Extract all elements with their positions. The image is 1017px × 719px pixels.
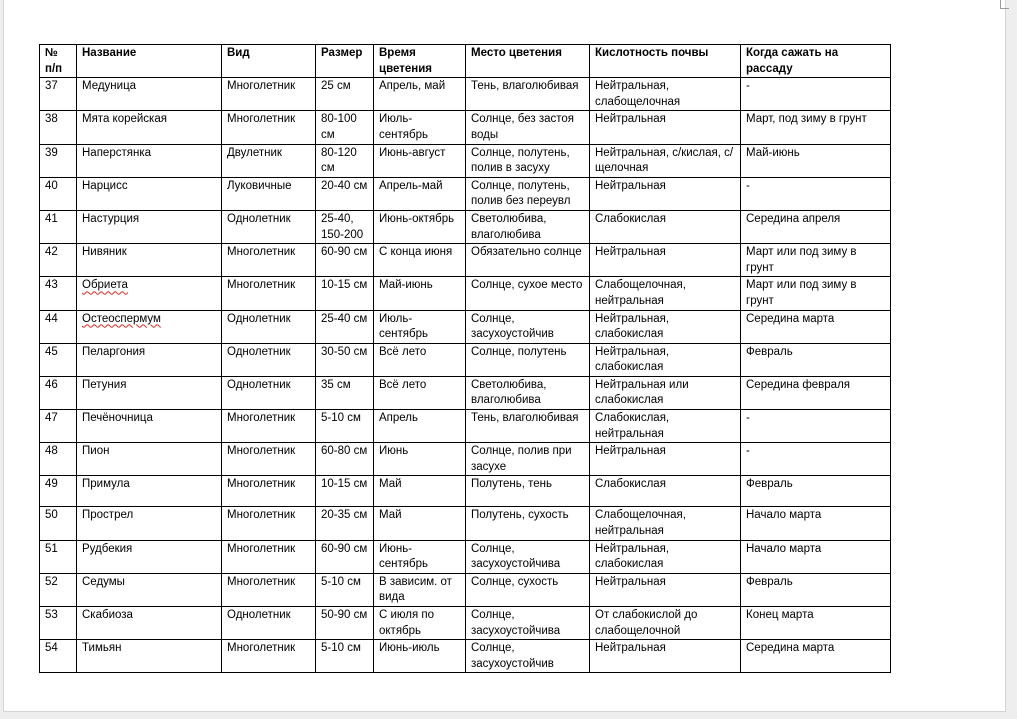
cell-type: Однолетник (222, 376, 316, 409)
cell-size: 20-40 см (316, 177, 374, 210)
table-row (40, 244, 891, 277)
header-size: Размер (316, 45, 374, 78)
table-row (40, 111, 891, 144)
cell-type: Многолетник (222, 78, 316, 111)
cell-sowing-time: - (741, 177, 891, 210)
header-number: № п/п (40, 45, 77, 78)
cell-name (77, 277, 222, 310)
cell-name: Тимьян (77, 640, 222, 673)
cell-bloom-time: Июнь-август (374, 144, 466, 177)
cell-size: 5-10 см (316, 640, 374, 673)
cell-sowing-time: Февраль (741, 343, 891, 376)
cell-size: 50-90 см (316, 607, 374, 640)
cell-number: 45 (40, 343, 77, 376)
cell-type: Многолетник (222, 573, 316, 606)
cell-name (77, 310, 222, 343)
cell-number: 40 (40, 177, 77, 210)
cell-bloom-time: Июнь-июль (374, 640, 466, 673)
cell-bloom-place: Солнце, засухоустойчива (466, 607, 590, 640)
cell-bloom-time: Май-июнь (374, 277, 466, 310)
cell-soil-acidity: Нейтральная (590, 177, 741, 210)
cell-soil-acidity: Нейтральная, слабокислая (590, 343, 741, 376)
table-row (40, 210, 891, 243)
cell-bloom-time: Май (374, 507, 466, 540)
cell-bloom-place: Полутень, сухость (466, 507, 590, 540)
cell-soil-acidity: Нейтральная (590, 640, 741, 673)
cell-bloom-place: Светолюбива, влаголюбива (466, 376, 590, 409)
header-type: Вид (222, 45, 316, 78)
cell-soil-acidity: Нейтральная, с/кислая, с/щелочная (590, 144, 741, 177)
cell-bloom-time: Июнь-сентябрь (374, 540, 466, 573)
cell-size: 60-90 см (316, 244, 374, 277)
cell-number: 51 (40, 540, 77, 573)
cell-bloom-place: Тень, влаголюбивая (466, 78, 590, 111)
cell-name: Мята корейская (77, 111, 222, 144)
cell-number: 49 (40, 476, 77, 507)
table-row (40, 277, 891, 310)
cell-name: Скабиоза (77, 607, 222, 640)
cell-bloom-time: С июля по октябрь (374, 607, 466, 640)
cell-name: Петуния (77, 376, 222, 409)
cell-number: 37 (40, 78, 77, 111)
cell-bloom-place: Светолюбива, влаголюбива (466, 210, 590, 243)
table-row (40, 310, 891, 343)
cell-bloom-time: Апрель, май (374, 78, 466, 111)
cell-sowing-time: Февраль (741, 573, 891, 606)
cell-bloom-time: Май (374, 476, 466, 507)
cell-size: 80-100 см (316, 111, 374, 144)
cell-bloom-place: Солнце, сухое место (466, 277, 590, 310)
cell-bloom-time: С конца июня (374, 244, 466, 277)
cell-size: 5-10 см (316, 573, 374, 606)
table-row (40, 573, 891, 606)
cell-sowing-time: Начало марта (741, 540, 891, 573)
cell-name: Нивяник (77, 244, 222, 277)
cell-size: 10-15 см (316, 476, 374, 507)
cell-soil-acidity: Нейтральная, слабокислая (590, 540, 741, 573)
cell-bloom-place: Солнце, полутень, полив в засуху (466, 144, 590, 177)
cell-sowing-time: - (741, 443, 891, 476)
cell-sowing-time: Март или под зиму в грунт (741, 277, 891, 310)
header-bloom-time: Время цветения (374, 45, 466, 78)
cell-number: 46 (40, 376, 77, 409)
cell-sowing-time: - (741, 410, 891, 443)
cell-bloom-time: Всё лето (374, 376, 466, 409)
cell-bloom-place: Солнце, полутень (466, 343, 590, 376)
header-sowing-time: Когда сажать на рассаду (741, 45, 891, 78)
table-header-row (40, 45, 891, 78)
cell-type: Многолетник (222, 476, 316, 507)
cell-sowing-time: Середина марта (741, 310, 891, 343)
cell-name: Рудбекия (77, 540, 222, 573)
cell-name: Настурция (77, 210, 222, 243)
cell-bloom-time: Июнь (374, 443, 466, 476)
cell-soil-acidity: Нейтральная (590, 244, 741, 277)
cell-sowing-time: - (741, 78, 891, 111)
cell-size: 60-90 см (316, 540, 374, 573)
cell-name: Нарцисс (77, 177, 222, 210)
cell-bloom-place: Полутень, тень (466, 476, 590, 507)
cell-name: Прострел (77, 507, 222, 540)
cell-soil-acidity: Нейтральная (590, 443, 741, 476)
cell-type: Однолетник (222, 310, 316, 343)
table-row (40, 343, 891, 376)
cell-bloom-place: Тень, влаголюбивая (466, 410, 590, 443)
cell-name: Наперстянка (77, 144, 222, 177)
cell-bloom-place: Солнце, засухоустойчив (466, 310, 590, 343)
cell-number: 50 (40, 507, 77, 540)
cell-number: 47 (40, 410, 77, 443)
cell-bloom-place: Солнце, полив при засухе (466, 443, 590, 476)
cell-bloom-time: Июль-сентябрь (374, 310, 466, 343)
cell-bloom-place: Солнце, полутень, полив без переувл (466, 177, 590, 210)
cell-type: Многолетник (222, 540, 316, 573)
cell-number: 53 (40, 607, 77, 640)
cell-sowing-time: Март или под зиму в грунт (741, 244, 891, 277)
cell-soil-acidity: Нейтральная, слабощелочная (590, 78, 741, 111)
cell-name: Печёночница (77, 410, 222, 443)
table-row (40, 78, 891, 111)
table-row (40, 144, 891, 177)
cell-type: Двулетник (222, 144, 316, 177)
cell-soil-acidity: Нейтральная или слабокислая (590, 376, 741, 409)
spellcheck-flagged-word: Остеоспермум (82, 312, 161, 325)
cell-sowing-time: Начало марта (741, 507, 891, 540)
cell-bloom-time: Июнь-октябрь (374, 210, 466, 243)
header-soil-acidity: Кислотность почвы (590, 45, 741, 78)
table-row (40, 177, 891, 210)
cell-bloom-place: Солнце, засухоустойчива (466, 540, 590, 573)
cell-type: Однолетник (222, 210, 316, 243)
cell-number: 42 (40, 244, 77, 277)
cell-soil-acidity: Нейтральная (590, 111, 741, 144)
cell-bloom-time: Июль-сентябрь (374, 111, 466, 144)
cell-soil-acidity: Слабокислая, нейтральная (590, 410, 741, 443)
cell-size: 80-120 см (316, 144, 374, 177)
plants-table (39, 44, 891, 673)
table-row (40, 476, 891, 507)
cell-type: Многолетник (222, 277, 316, 310)
cell-soil-acidity: Нейтральная (590, 573, 741, 606)
cell-size: 35 см (316, 376, 374, 409)
cell-soil-acidity: Слабощелочная, нейтральная (590, 277, 741, 310)
cell-number: 41 (40, 210, 77, 243)
cell-name: Медуница (77, 78, 222, 111)
header-name: Название (77, 45, 222, 78)
cell-size: 20-35 см (316, 507, 374, 540)
cell-size: 25-40, 150-200 (316, 210, 374, 243)
cell-soil-acidity: Слабокислая (590, 476, 741, 507)
cell-bloom-place: Солнце, без застоя воды (466, 111, 590, 144)
cell-type: Однолетник (222, 607, 316, 640)
cell-size: 25 см (316, 78, 374, 111)
cell-soil-acidity: Слабощелочная, нейтральная (590, 507, 741, 540)
cell-name: Пион (77, 443, 222, 476)
cell-number: 48 (40, 443, 77, 476)
table-row (40, 540, 891, 573)
page-corner-mark (1000, 0, 1009, 9)
table-row (40, 410, 891, 443)
cell-bloom-time: Апрель (374, 410, 466, 443)
cell-type: Многолетник (222, 443, 316, 476)
cell-name: Примула (77, 476, 222, 507)
cell-sowing-time: Март, под зиму в грунт (741, 111, 891, 144)
cell-number: 38 (40, 111, 77, 144)
cell-name: Седумы (77, 573, 222, 606)
cell-number: 52 (40, 573, 77, 606)
cell-size: 5-10 см (316, 410, 374, 443)
table-row (40, 376, 891, 409)
cell-number: 39 (40, 144, 77, 177)
table-row (40, 607, 891, 640)
cell-number: 54 (40, 640, 77, 673)
cell-type: Многолетник (222, 507, 316, 540)
cell-type: Многолетник (222, 410, 316, 443)
cell-size: 10-15 см (316, 277, 374, 310)
cell-bloom-time: Апрель-май (374, 177, 466, 210)
cell-bloom-place: Обязательно солнце (466, 244, 590, 277)
spellcheck-flagged-word: Обриета (82, 279, 128, 292)
cell-bloom-place: Солнце, засухоустойчив (466, 640, 590, 673)
table-row (40, 640, 891, 673)
header-bloom-place: Место цветения (466, 45, 590, 78)
cell-sowing-time: Середина марта (741, 640, 891, 673)
table-row (40, 507, 891, 540)
cell-number: 44 (40, 310, 77, 343)
cell-type: Однолетник (222, 343, 316, 376)
cell-size: 30-50 см (316, 343, 374, 376)
cell-sowing-time: Конец марта (741, 607, 891, 640)
cell-size: 60-80 см (316, 443, 374, 476)
cell-size: 25-40 см (316, 310, 374, 343)
cell-soil-acidity: Слабокислая (590, 210, 741, 243)
cell-sowing-time: Середина февраля (741, 376, 891, 409)
cell-type: Многолетник (222, 111, 316, 144)
cell-bloom-time: Всё лето (374, 343, 466, 376)
cell-soil-acidity: От слабокислой до слабощелочной (590, 607, 741, 640)
cell-sowing-time: Середина апреля (741, 210, 891, 243)
cell-bloom-time: В зависим. от вида (374, 573, 466, 606)
cell-type: Многолетник (222, 640, 316, 673)
cell-soil-acidity: Нейтральная, слабокислая (590, 310, 741, 343)
cell-sowing-time: Май-июнь (741, 144, 891, 177)
cell-bloom-place: Солнце, сухость (466, 573, 590, 606)
cell-name: Пеларгония (77, 343, 222, 376)
cell-type: Луковичные (222, 177, 316, 210)
cell-number: 43 (40, 277, 77, 310)
table-row (40, 443, 891, 476)
cell-sowing-time: Февраль (741, 476, 891, 507)
cell-type: Многолетник (222, 244, 316, 277)
